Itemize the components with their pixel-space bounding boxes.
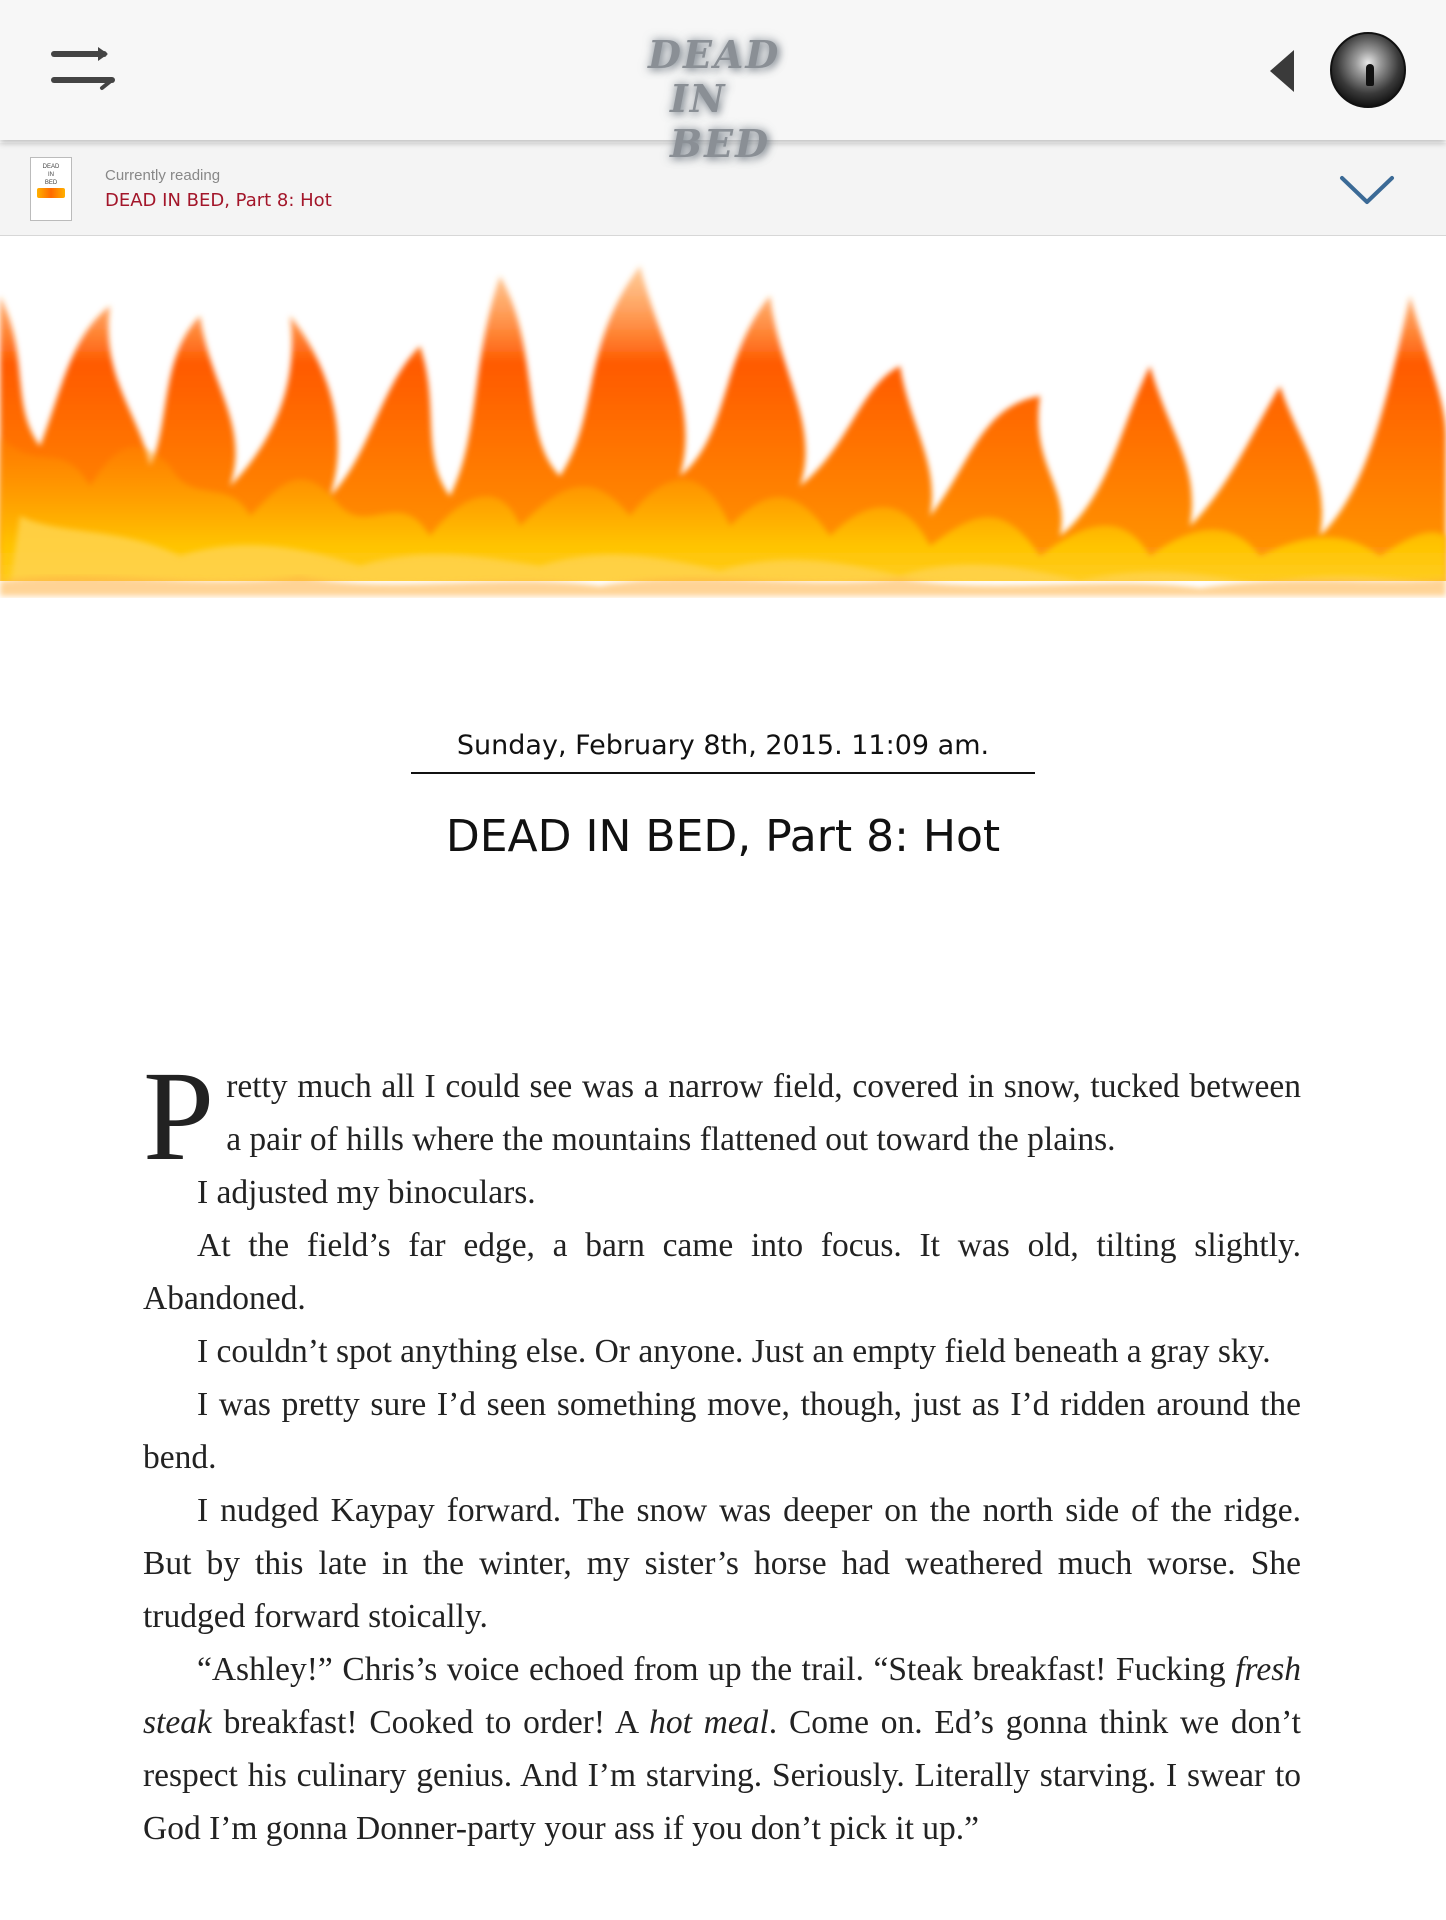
logo-text-line1: DEAD (648, 32, 781, 77)
currently-reading-title: DEAD IN BED, Part 8: Hot (105, 190, 332, 211)
currently-reading-label: Currently reading (105, 167, 221, 184)
back-button[interactable] (1264, 46, 1300, 96)
story-paragraph (143, 1643, 1301, 1855)
post-title: DEAD IN BED, Part 8: Hot (445, 811, 1001, 862)
paragraph-text: . Come on. Ed’s gonna think we don’t respect his culinary genius. And I’m starving. Seriously. Literally starving. I swear to God I’m gonna Donner-party your ass if you don’t pick it up.” (143, 1704, 1301, 1847)
story-paragraph (143, 1045, 1301, 1187)
top-app-bar (0, 0, 1446, 166)
paragraph-text: “Ashley!” Chris’s voice echoed from up the trail. “Steak breakfast! Fucking (197, 1651, 1236, 1688)
logo-text-line2: IN BED (670, 76, 771, 166)
app-logo[interactable] (628, 14, 818, 166)
post-date: Sunday, February 8th, 2015. 11:09 am. (411, 724, 1035, 774)
thumb-line: BED (44, 180, 58, 186)
user-avatar[interactable] (1330, 32, 1406, 108)
thumb-line: IN (48, 172, 54, 178)
back-triangle-icon (1264, 46, 1300, 96)
italic-text: hot meal (649, 1704, 769, 1741)
book-cover-thumbnail (30, 157, 72, 221)
chevron-down-icon (1338, 172, 1396, 208)
story-paragraph: I adjusted my binoculars. (197, 1174, 536, 1211)
thumb-line: DEAD (42, 164, 60, 170)
story-paragraph: I couldn’t spot anything else. Or anyone. Just an empty field beneath a gray sky. (197, 1333, 1271, 1370)
drop-cap: P (143, 1045, 215, 1187)
italic-text: fresh steak (143, 1651, 1301, 1741)
story-paragraph: At the field’s far edge, a barn came into focus. It was old, tilting slightly. Abandoned. (143, 1227, 1301, 1317)
menu-button[interactable] (48, 44, 118, 100)
paragraph-text: breakfast! Cooked to order! A (211, 1704, 650, 1741)
paragraph-text: retty much all I could see was a narrow field, covered in snow, tucked between a pair of hills where the mountains flattened out toward the plains. (226, 1068, 1301, 1158)
avatar-figure (1366, 64, 1374, 86)
hero-flames-image (0, 236, 1446, 656)
thumb-flame (37, 188, 65, 198)
story-body (143, 1045, 1301, 1855)
story-paragraph: I was pretty sure I’d seen something move, though, just as I’d ridden around the bend. (143, 1386, 1301, 1476)
menu-swap-icon (48, 44, 118, 100)
story-paragraph: I nudged Kaypay forward. The snow was deeper on the north side of the ridge. But by this late in the winter, my sister’s horse had weathered much worse. She trudged forward stoically. (143, 1492, 1301, 1635)
expand-reading-button[interactable] (1338, 172, 1396, 208)
